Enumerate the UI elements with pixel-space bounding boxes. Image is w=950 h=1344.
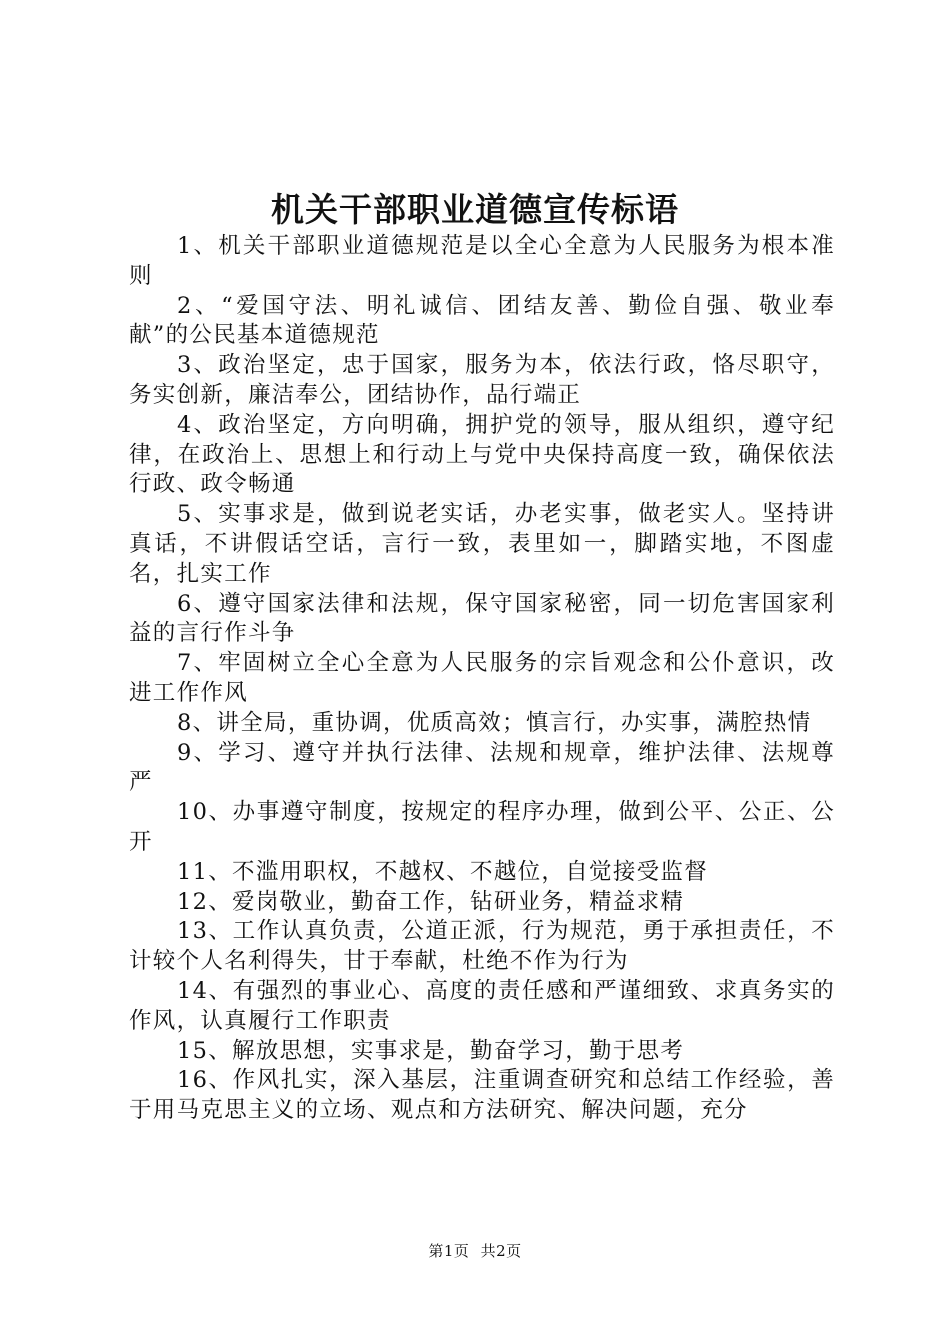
slogan-paragraph: 6、遵守国家法律和法规，保守国家秘密，同一切危害国家利益的言行作斗争 <box>129 590 835 647</box>
slogan-paragraph: 8、讲全局，重协调，优质高效；慎言行，办实事，满腔热情 <box>177 709 812 736</box>
slogan-paragraph: 11、不滥用职权，不越权、不越位，自觉接受监督 <box>177 858 709 885</box>
slogan-paragraph: 2、“爱国守法、明礼诚信、团结友善、勤俭自强、敬业奉献”的公民基本道德规范 <box>129 292 835 349</box>
document-body <box>129 232 835 1126</box>
document-title: 机关干部职业道德宣传标语 <box>271 190 679 229</box>
slogan-paragraph: 13、工作认真负责，公道正派，行为规范，勇于承担责任，不计较个人名利得失，甘于奉献，杜绝不作为行为 <box>129 918 835 975</box>
slogan-paragraph: 1、机关干部职业道德规范是以全心全意为人民服务为根本准则 <box>129 233 835 289</box>
slogan-paragraph: 12、爱岗敬业，勤奋工作，钻研业务，精益求精 <box>177 888 685 915</box>
slogan-paragraph: 4、政治坚定，方向明确，拥护党的领导，服从组织，遵守纪律，在政治上、思想上和行动上与党中央保持高度一致，确保依法行政、政令畅通 <box>129 411 835 498</box>
slogan-paragraph: 5、实事求是，做到说老实话，办老实事，做老实人。坚持讲真话，不讲假话空话，言行一致，表里如一，脚踏实地，不图虚名，扎实工作 <box>129 501 835 587</box>
page-total: 共2页 <box>480 1242 522 1260</box>
slogan-paragraph: 15、解放思想，实事求是，勤奋学习，勤于思考 <box>177 1037 685 1064</box>
slogan-paragraph: 7、牢固树立全心全意为人民服务的宗旨观念和公仆意识，改进工作作风 <box>129 650 835 706</box>
slogan-paragraph: 16、作风扎实，深入基层，注重调查研究和总结工作经验，善于用马克思主义的立场、观点和方法研究、解决问题，充分 <box>129 1067 835 1124</box>
slogan-paragraph: 3、政治坚定，忠于国家，服务为本，依法行政，恪尽职守，务实创新，廉洁奉公，团结协作，品行端正 <box>129 352 835 408</box>
page-footer <box>0 1240 950 1262</box>
slogan-paragraph: 14、有强烈的事业心、高度的责任感和严谨细致、求真务实的作风，认真履行工作职责 <box>129 977 835 1034</box>
slogan-paragraph: 9、学习、遵守并执行法律、法规和规章，维护法律、法规尊严 <box>129 739 835 796</box>
slogan-paragraph: 10、办事遵守制度，按规定的程序办理，做到公平、公正、公开 <box>129 799 835 855</box>
page-number: 第1页 <box>428 1242 470 1260</box>
